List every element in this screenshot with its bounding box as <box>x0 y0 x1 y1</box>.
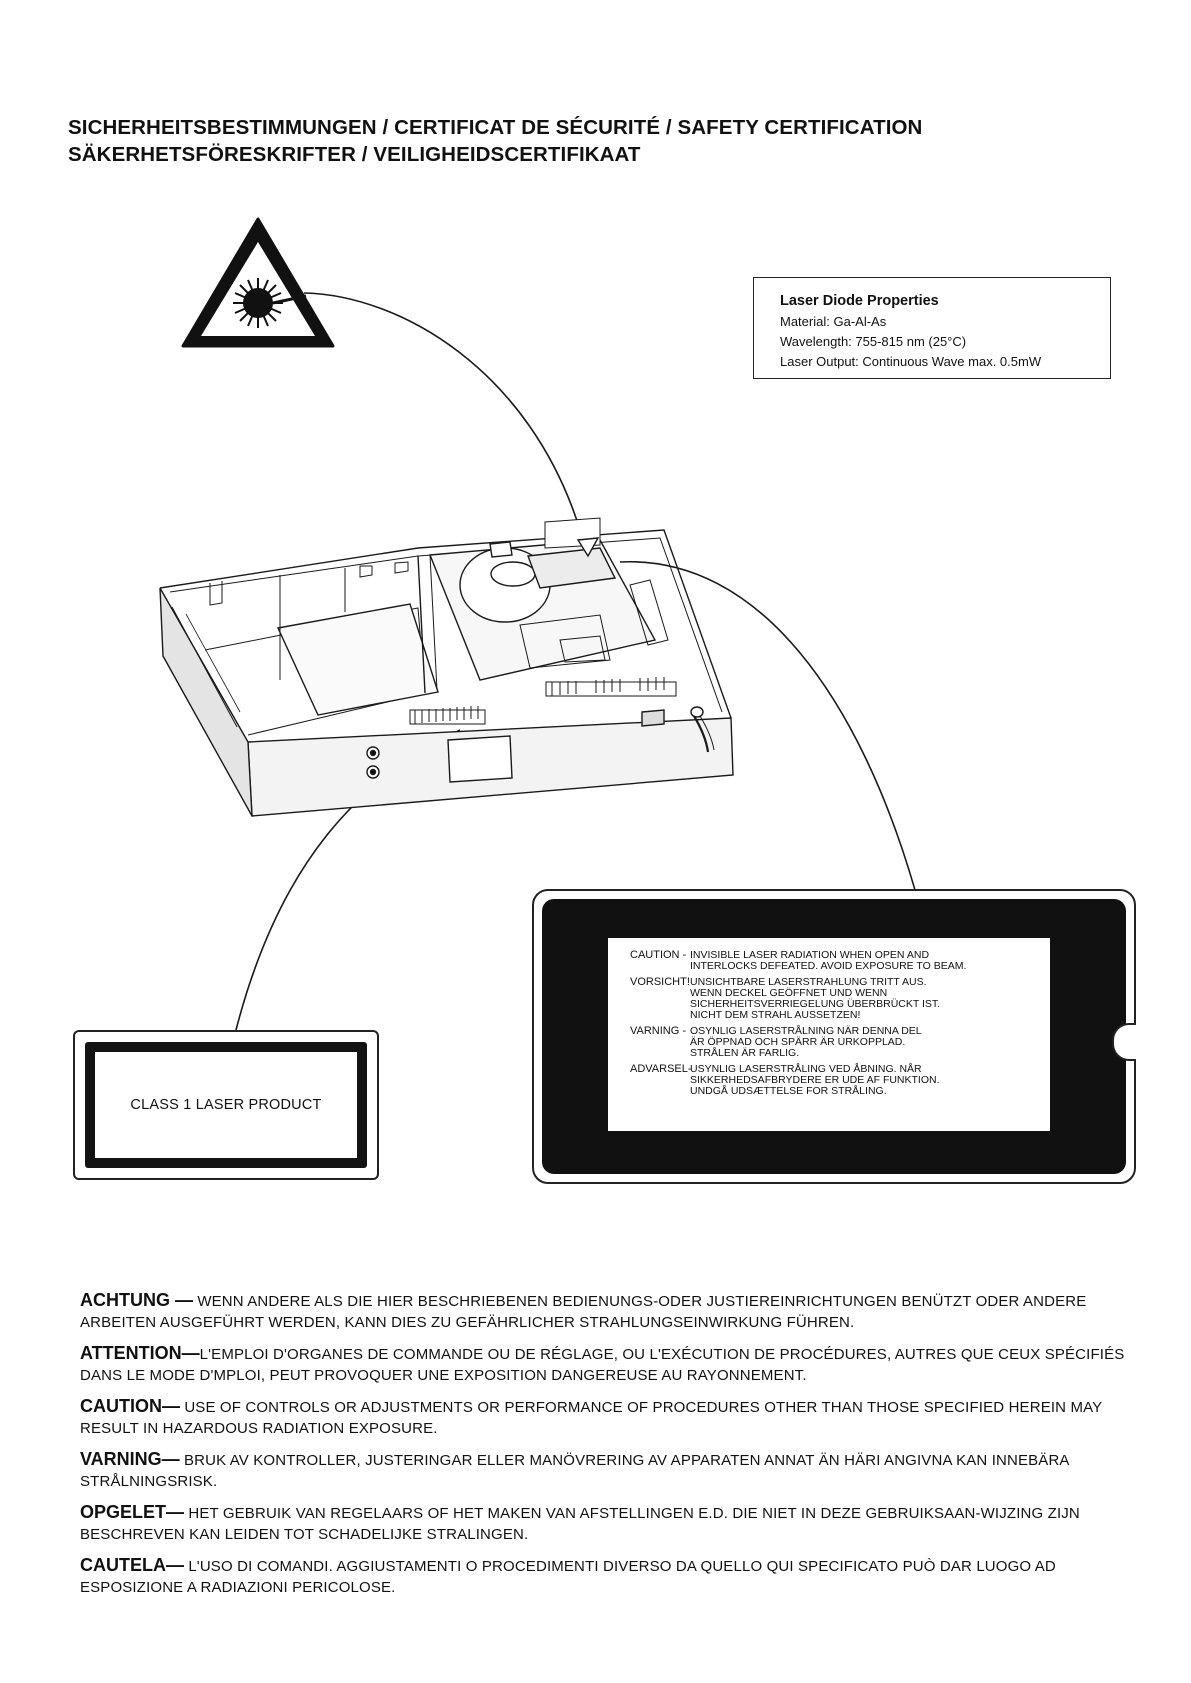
warning-key: ATTENTION— <box>80 1343 200 1363</box>
property-value: Continuous Wave max. 0.5mW <box>862 354 1042 369</box>
warning-key: VARNING— <box>80 1449 180 1469</box>
warning-text: L'EMPLOI D'ORGANES DE COMMANDE OU DE RÉGLAGE, OU L'EXÉCUTION DE PROCÉDURES, AUTRES QUE CEUX SPÉCIFIÉS DANS LE MODE D'MPLOI, PEUT PROVOQUER UNE EXPOSITION DANGEREUSE AU RAYONNEMENT. <box>80 1346 1125 1384</box>
warning-key: OPGELET— <box>80 1502 185 1522</box>
laser-property-output <box>780 352 1110 372</box>
laser-properties-heading: Laser Diode Properties <box>780 293 939 309</box>
caution-entry <box>630 977 1050 1022</box>
caution-entry <box>630 1064 1050 1098</box>
warning-text: USE OF CONTROLS OR ADJUSTMENTS OR PERFORMANCE OF PROCEDURES OTHER THAN THOSE SPECIFIED HEREIN MAY RESULT IN HAZARDOUS RADIATION EXPOSURE. <box>80 1399 1103 1437</box>
caution-entry-text: OSYNLIG LASERSTRÅLNING NÄR DENNA DEL ÄR ÖPPNAD OCH SPÄRR ÄR URKOPPLAD. STRÅLEN ÄR FARLIG. <box>690 1024 922 1060</box>
laser-diode-properties-box <box>753 277 1111 379</box>
label-notch <box>1112 1023 1136 1061</box>
warning-dutch <box>80 1502 1140 1545</box>
warning-german <box>80 1290 1140 1333</box>
caution-entry-key: VORSICHT! <box>630 975 690 988</box>
warning-swedish <box>80 1449 1140 1492</box>
caution-entry-text: USYNLIG LASERSTRÅLING VED ÅBNING. NÅR SIKKERHEDSAFBRYDERE ER UDE AF FUNKTION. UNDGÅ UDSÆTTELSE FOR STRÅLING. <box>690 1062 940 1098</box>
property-value: Ga-Al-As <box>833 314 887 329</box>
warning-english <box>80 1396 1140 1439</box>
caution-laser-label <box>532 889 1136 1184</box>
class-1-laser-label <box>73 1030 379 1180</box>
warning-text: WENN ANDERE ALS DIE HIER BESCHRIEBENEN BEDIENUNGS-ODER JUSTIEREINRICHTUNGEN BENÜTZT ODER ANDERE ARBEITEN AUSGEFÜHRT WERDEN, KANN DIES ZU GEFÄHRLICHER STRAHLUNGSEINWIRKUNG FÜHREN. <box>80 1293 1087 1331</box>
caution-entry-text: INVISIBLE LASER RADIATION WHEN OPEN AND INTERLOCKS DEFEATED. AVOID EXPOSURE TO BEAM. <box>690 949 967 973</box>
property-label: Laser Output: <box>780 354 859 369</box>
warning-text: HET GEBRUIK VAN REGELAARS OF HET MAKEN VAN AFSTELLINGEN E.D. DIE NIET IN DEZE GEBRUIKSAAN-WIJZING ZIJN BESCHREVEN KAN LEIDEN TOT SCHADELIJKE STRALINGEN. <box>80 1505 1080 1543</box>
property-value: 755-815 nm (25°C) <box>855 334 967 349</box>
warning-french <box>80 1343 1140 1386</box>
property-label: Material: <box>780 314 830 329</box>
caution-entry-key: CAUTION - <box>630 949 687 961</box>
title-line-1: SICHERHEITSBESTIMMUNGEN / CERTIFICAT DE SÉCURITÉ / SAFETY CERTIFICATION <box>68 116 923 139</box>
warning-italian <box>80 1555 1140 1598</box>
class-label-text: CLASS 1 LASER PRODUCT <box>130 1097 322 1113</box>
caution-entry-text: UNSICHTBARE LASERSTRAHLUNG TRITT AUS. WENN DECKEL GEÖFFNET UND WENN SICHERHEITSVERRIEGELUNG ÜBERBRÜCKT IST. NICHT DEM STRAHL AUSSETZEN! <box>690 975 941 1022</box>
leader-line-triangle <box>304 293 580 530</box>
laser-warning-triangle-icon <box>183 219 333 346</box>
warnings-section <box>80 1290 1140 1608</box>
title-line-2: SÄKERHETSFÖRESKRIFTER / VEILIGHEIDSCERTIFIKAAT <box>68 143 641 166</box>
laser-property-material <box>780 312 1110 332</box>
caution-entry-key: VARNING - <box>630 1024 687 1037</box>
property-label: Wavelength: <box>780 334 852 349</box>
warning-key: CAUTELA— <box>80 1555 184 1575</box>
warning-key: CAUTION— <box>80 1396 180 1416</box>
caution-entry-key: ADVARSEL- <box>630 1062 692 1075</box>
laser-property-wavelength <box>780 332 1110 352</box>
warning-text: L'USO DI COMANDI. AGGIUSTAMENTI O PROCEDIMENTI DIVERSO DA QUELLO QUI SPECIFICATO PUÒ DAR LUOGO AD ESPOSIZIONE A RADIAZIONI PERICOLOSE. <box>80 1558 1056 1596</box>
caution-entry <box>630 1026 1050 1060</box>
caution-entry <box>630 950 1050 973</box>
warning-text: BRUK AV KONTROLLER, JUSTERINGAR ELLER MANÖVRERING AV APPARATEN ANNAT ÄN HÄRI ANGIVNA KAN INNEBÄRA STRÅLNINGSRISK. <box>80 1452 1069 1490</box>
warning-key: ACHTUNG — <box>80 1290 193 1310</box>
